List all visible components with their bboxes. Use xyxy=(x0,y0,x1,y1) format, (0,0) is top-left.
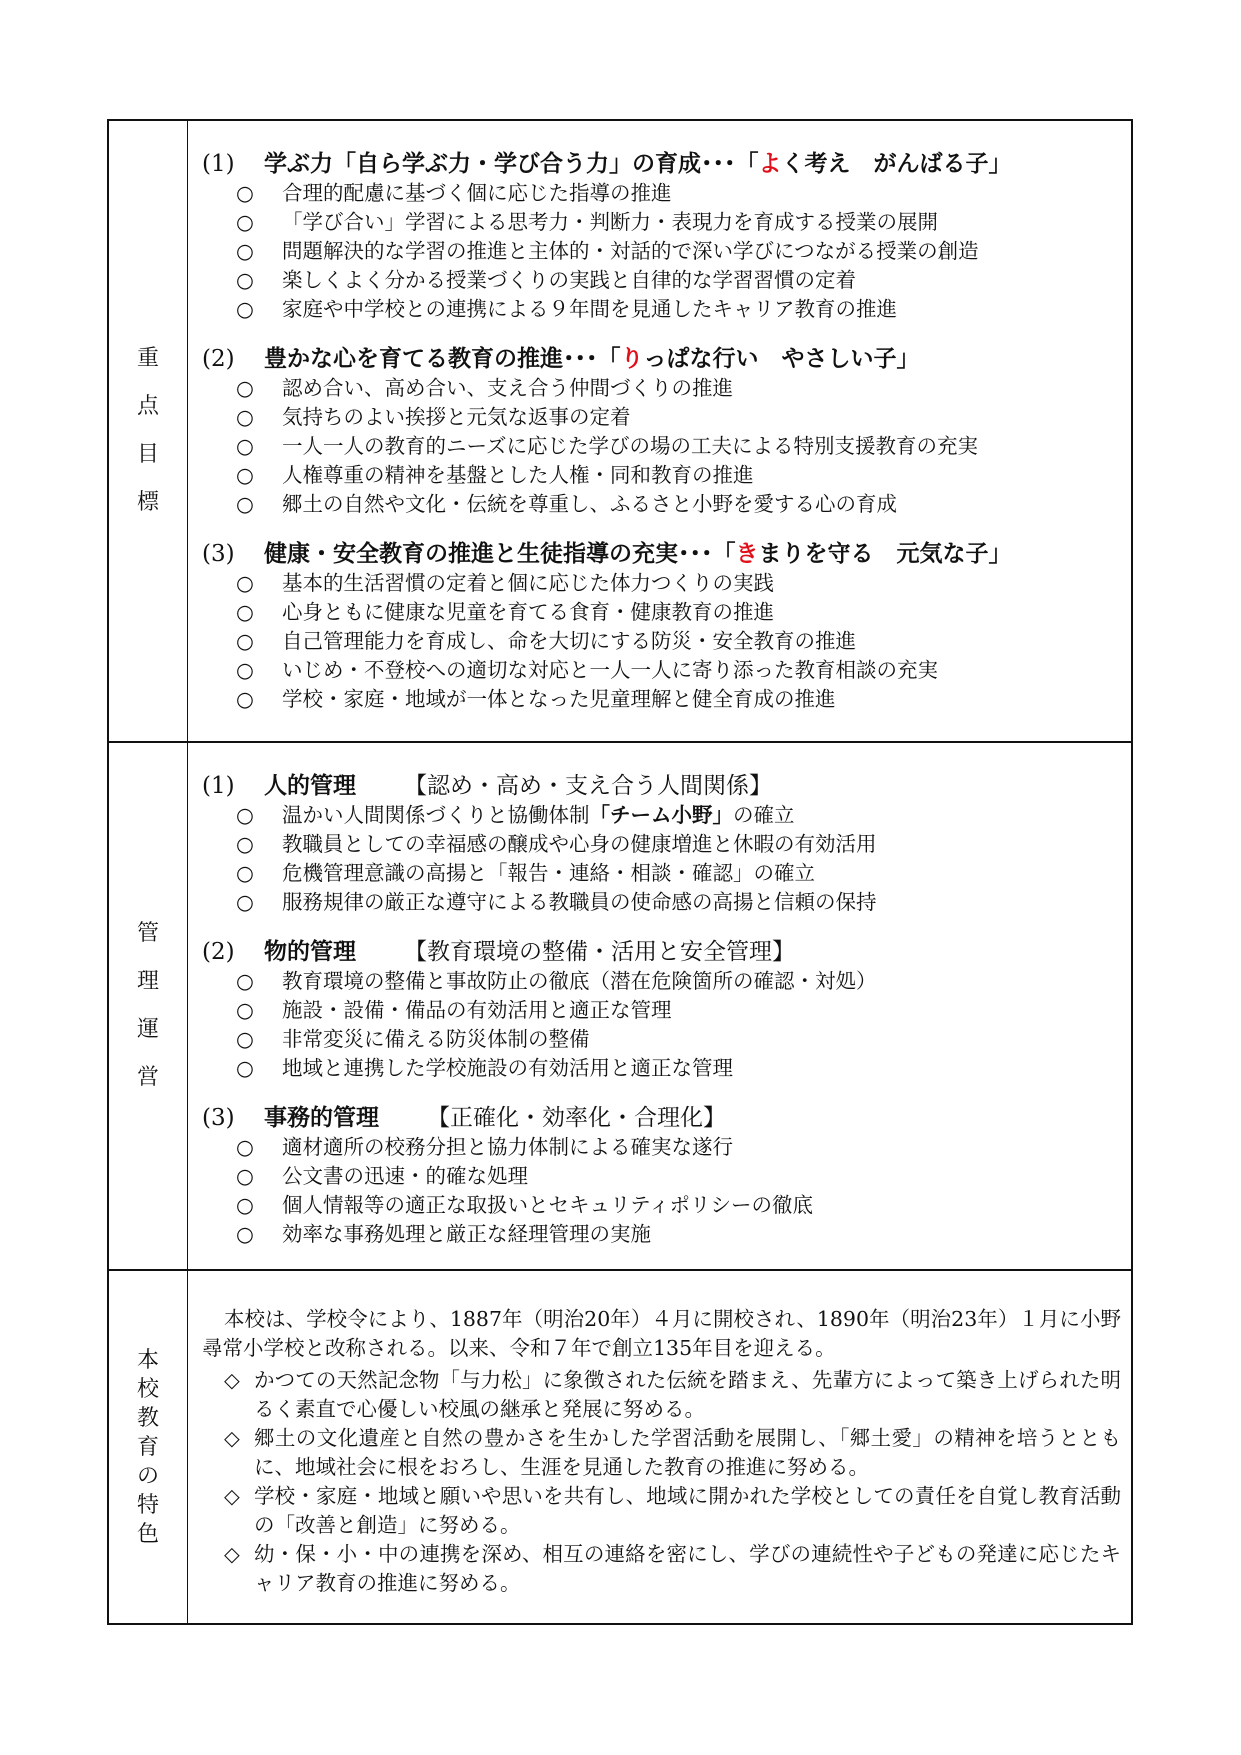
circle-bullet-icon: ○ xyxy=(236,434,254,458)
circle-bullet-icon: ○ xyxy=(236,1222,254,1246)
management-tag: 【正確化・効率化・合理化】 xyxy=(427,1105,726,1131)
goal-number: (2) xyxy=(202,346,235,372)
circle-bullet-icon: ○ xyxy=(236,803,254,827)
list-item xyxy=(202,1025,1111,1054)
features-row xyxy=(108,1270,1132,1624)
management-content-cell xyxy=(188,742,1133,1270)
label-char: 特 xyxy=(136,1492,159,1518)
goal-number: (3) xyxy=(202,541,235,567)
item-text: 自己管理能力を育成し、命を大切にする防災・安全教育の推進 xyxy=(282,629,856,653)
item-text: 個人情報等の適正な取扱いとセキュリティポリシーの徹底 xyxy=(282,1193,813,1217)
feature-text: かつての天然記念物「与力松」に象徴された伝統を踏まえ、先輩方によって築き上げられた明るく素直で心優しい校風の継承と発展に努める。 xyxy=(254,1368,1121,1421)
item-text: 家庭や中学校との連携による９年間を見通したキャリア教育の推進 xyxy=(282,297,897,321)
item-text: 認め合い、高め合い、支え合う仲間づくりの推進 xyxy=(282,376,733,400)
management-title: 事務的管理 xyxy=(264,1104,379,1131)
list-item xyxy=(202,461,1111,490)
list-item xyxy=(202,656,1111,685)
goal-heading-2 xyxy=(202,344,1111,374)
goals-label-cell xyxy=(108,120,188,742)
feature-item xyxy=(202,1366,1121,1424)
item-text: 心身ともに健康な児童を育てる食育・健康教育の推進 xyxy=(282,600,774,624)
goal-title-rest: まりを守る 元気な子」 xyxy=(758,540,1012,567)
label-char: 運 xyxy=(136,1017,159,1042)
management-label-cell xyxy=(108,742,188,1270)
circle-bullet-icon: ○ xyxy=(236,1135,254,1159)
management-label xyxy=(137,910,159,1102)
list-item xyxy=(202,1220,1111,1249)
list-item xyxy=(202,490,1111,519)
features-content-cell xyxy=(188,1270,1133,1624)
goal-title-rest: っぱな行い やさしい子」 xyxy=(643,345,920,372)
feature-text: 学校・家庭・地域と願いや思いを共有し、地域に開かれた学校としての責任を自覚し教育活動の「改善と創造」に努める。 xyxy=(254,1484,1121,1537)
management-title: 人的管理 xyxy=(264,772,356,799)
management-tag: 【教育環境の整備・活用と安全管理】 xyxy=(404,939,795,965)
label-char: 管 xyxy=(136,921,159,946)
features-label-cell xyxy=(108,1270,188,1624)
list-item xyxy=(202,967,1111,996)
list-item xyxy=(202,403,1111,432)
item-text: 服務規律の厳正な遵守による教職員の使命感の高揚と信頼の保持 xyxy=(282,890,877,914)
item-text: 「学び合い」学習による思考力・判断力・表現力を育成する授業の展開 xyxy=(282,210,938,234)
management-row xyxy=(108,742,1132,1270)
list-item xyxy=(202,1191,1111,1220)
features-label xyxy=(137,1346,159,1549)
goals-label xyxy=(137,335,159,527)
diamond-bullet-icon: ◇ xyxy=(224,1484,240,1508)
management-tag: 【認め・高め・支え合う人間関係】 xyxy=(404,773,772,799)
management-heading-1 xyxy=(202,771,1111,801)
goal-title: 学ぶ力「自ら学ぶ力・学び合う力」の育成･･･「 xyxy=(264,150,759,177)
label-char: 育 xyxy=(136,1434,159,1460)
circle-bullet-icon: ○ xyxy=(236,405,254,429)
label-char: 理 xyxy=(136,969,159,994)
management-heading-3 xyxy=(202,1103,1111,1133)
list-item xyxy=(202,1162,1111,1191)
goals-content-cell xyxy=(188,120,1133,742)
circle-bullet-icon: ○ xyxy=(236,297,254,321)
label-char: 標 xyxy=(136,490,159,515)
circle-bullet-icon: ○ xyxy=(236,861,254,885)
item-text: 基本的生活習慣の定着と個に応じた体力つくりの実践 xyxy=(282,571,774,595)
circle-bullet-icon: ○ xyxy=(236,492,254,516)
label-char: 点 xyxy=(136,394,159,419)
label-char: 校 xyxy=(136,1376,159,1402)
goal-list-1 xyxy=(202,179,1111,324)
management-number: (2) xyxy=(202,939,235,965)
list-item xyxy=(202,569,1111,598)
goal-title: 健康・安全教育の推進と生徒指導の充実･･･「 xyxy=(264,540,736,567)
goal-list-2 xyxy=(202,374,1111,519)
list-item xyxy=(202,859,1111,888)
circle-bullet-icon: ○ xyxy=(236,1193,254,1217)
circle-bullet-icon: ○ xyxy=(236,890,254,914)
list-item xyxy=(202,1054,1111,1083)
circle-bullet-icon: ○ xyxy=(236,1164,254,1188)
feature-text: 郷土の文化遺産と自然の豊かさを生かした学習活動を展開し、「郷土愛」の精神を培うとともに、地域社会に根をおろし、生涯を見通した教育の推進に努める。 xyxy=(254,1426,1121,1479)
item-text-post: の確立 xyxy=(733,803,795,827)
goal-highlight-char: よ xyxy=(758,150,782,177)
list-item xyxy=(202,598,1111,627)
circle-bullet-icon: ○ xyxy=(236,1056,254,1080)
label-char: 目 xyxy=(136,442,159,467)
circle-bullet-icon: ○ xyxy=(236,268,254,292)
management-number: (3) xyxy=(202,1105,235,1131)
item-text: 危機管理意識の高揚と「報告・連絡・相談・確認」の確立 xyxy=(282,861,815,885)
goals-row xyxy=(108,120,1132,742)
list-item xyxy=(202,208,1111,237)
circle-bullet-icon: ○ xyxy=(236,832,254,856)
item-text: 人権尊重の精神を基盤とした人権・同和教育の推進 xyxy=(282,463,754,487)
goal-heading-1 xyxy=(202,149,1111,179)
goal-highlight-char: き xyxy=(735,540,759,567)
list-item xyxy=(202,295,1111,324)
management-list-3 xyxy=(202,1133,1111,1249)
goal-title: 豊かな心を育てる教育の推進･･･「 xyxy=(264,345,621,372)
circle-bullet-icon: ○ xyxy=(236,376,254,400)
item-text: 気持ちのよい挨拶と元気な返事の定着 xyxy=(282,405,631,429)
management-title: 物的管理 xyxy=(264,938,356,965)
list-item xyxy=(202,888,1111,917)
item-text: 郷土の自然や文化・伝統を尊重し、ふるさと小野を愛する心の育成 xyxy=(282,492,897,516)
circle-bullet-icon: ○ xyxy=(236,181,254,205)
label-char: の xyxy=(136,1463,159,1489)
feature-item xyxy=(202,1540,1121,1598)
goal-list-3 xyxy=(202,569,1111,714)
item-text: 学校・家庭・地域が一体となった児童理解と健全育成の推進 xyxy=(282,687,836,711)
label-char: 本 xyxy=(136,1347,159,1373)
diamond-bullet-icon: ◇ xyxy=(224,1426,240,1450)
diamond-bullet-icon: ◇ xyxy=(224,1368,240,1392)
list-item xyxy=(202,374,1111,403)
list-item xyxy=(202,266,1111,295)
list-item xyxy=(202,801,1111,830)
item-text: 問題解決的な学習の推進と主体的・対話的で深い学びにつながる授業の創造 xyxy=(282,239,979,263)
label-char: 重 xyxy=(136,346,159,371)
item-text: 適材適所の校務分担と協力体制による確実な遂行 xyxy=(282,1135,733,1159)
list-item xyxy=(202,996,1111,1025)
goal-number: (1) xyxy=(202,151,235,177)
item-bold-text: 「チーム小野」 xyxy=(589,803,733,827)
features-intro: 本校は、学校令により、1887年（明治20年）４月に開校され、1890年（明治23年）１月に小野尋常小学校と改称される。以来、令和７年で創立135年目を迎える。 xyxy=(202,1307,1121,1360)
item-text: 一人一人の教育的ニーズに応じた学びの場の工夫による特別支援教育の充実 xyxy=(282,434,978,458)
goal-heading-3 xyxy=(202,539,1111,569)
item-text: 合理的配慮に基づく個に応じた指導の推進 xyxy=(282,181,672,205)
feature-text: 幼・保・小・中の連携を深め、相互の連絡を密にし、学びの連続性や子どもの発達に応じたキャリア教育の推進に努める。 xyxy=(254,1542,1121,1595)
circle-bullet-icon: ○ xyxy=(236,463,254,487)
diamond-bullet-icon: ◇ xyxy=(224,1542,240,1566)
circle-bullet-icon: ○ xyxy=(236,687,254,711)
list-item xyxy=(202,685,1111,714)
label-char: 営 xyxy=(136,1065,159,1090)
list-item xyxy=(202,237,1111,266)
school-policy-table xyxy=(107,119,1133,1625)
circle-bullet-icon: ○ xyxy=(236,210,254,234)
management-number: (1) xyxy=(202,773,235,799)
circle-bullet-icon: ○ xyxy=(236,629,254,653)
list-item xyxy=(202,1133,1111,1162)
circle-bullet-icon: ○ xyxy=(236,658,254,682)
list-item xyxy=(202,179,1111,208)
management-list-1 xyxy=(202,801,1111,917)
label-char: 教 xyxy=(136,1405,159,1431)
circle-bullet-icon: ○ xyxy=(236,1027,254,1051)
item-text: 施設・設備・備品の有効活用と適正な管理 xyxy=(282,998,672,1022)
item-text: いじめ・不登校への適切な対応と一人一人に寄り添った教育相談の充実 xyxy=(282,658,938,682)
list-item xyxy=(202,432,1111,461)
item-text: 教職員としての幸福感の醸成や心身の健康増進と休暇の有効活用 xyxy=(282,832,877,856)
item-text: 効率な事務処理と厳正な経理管理の実施 xyxy=(282,1222,651,1246)
circle-bullet-icon: ○ xyxy=(236,969,254,993)
item-text: 公文書の迅速・的確な処理 xyxy=(282,1164,528,1188)
management-heading-2 xyxy=(202,937,1111,967)
list-item xyxy=(202,627,1111,656)
goal-title-rest: く考え がんばる子」 xyxy=(781,150,1012,177)
management-list-2 xyxy=(202,967,1111,1083)
feature-item xyxy=(202,1424,1121,1482)
item-text: 楽しくよく分かる授業づくりの実践と自律的な学習習慣の定着 xyxy=(282,268,856,292)
label-char: 色 xyxy=(136,1521,159,1547)
item-text: 教育環境の整備と事故防止の徹底（潜在危険箇所の確認・対処） xyxy=(282,969,877,993)
item-text: 温かい人間関係づくりと協働体制 xyxy=(282,803,590,827)
feature-item xyxy=(202,1482,1121,1540)
item-text: 非常変災に備える防災体制の整備 xyxy=(282,1027,590,1051)
circle-bullet-icon: ○ xyxy=(236,571,254,595)
goal-highlight-char: り xyxy=(620,345,644,372)
circle-bullet-icon: ○ xyxy=(236,239,254,263)
list-item xyxy=(202,830,1111,859)
item-text: 地域と連携した学校施設の有効活用と適正な管理 xyxy=(282,1056,733,1080)
circle-bullet-icon: ○ xyxy=(236,998,254,1022)
circle-bullet-icon: ○ xyxy=(236,600,254,624)
